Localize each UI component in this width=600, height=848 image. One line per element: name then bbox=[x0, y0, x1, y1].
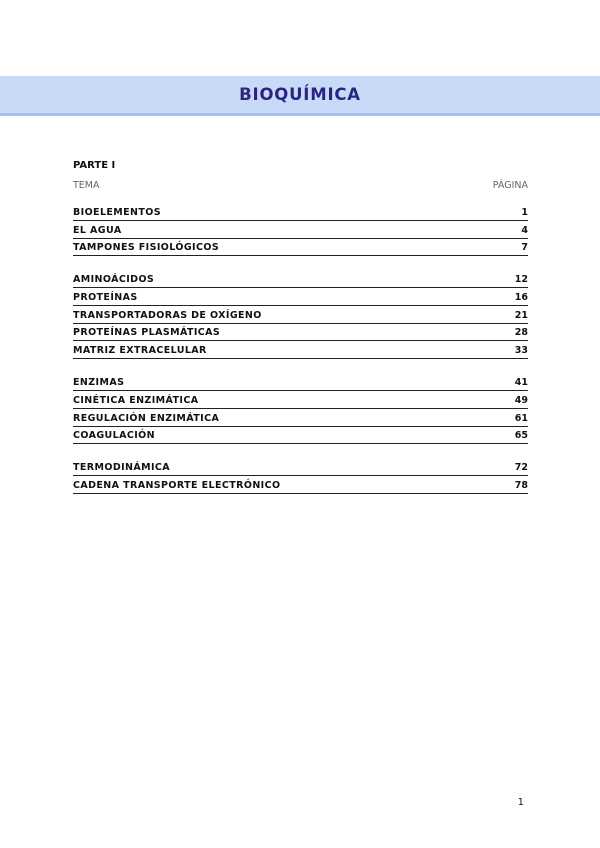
toc-entry-title: CADENA TRANSPORTE ELECTRÓNICO bbox=[73, 479, 281, 491]
document-title: BIOQUÍMICA bbox=[239, 85, 361, 104]
toc-entry-page: 78 bbox=[514, 479, 528, 491]
toc-entry-title: EL AGUA bbox=[73, 224, 122, 236]
toc-entry-page: 12 bbox=[514, 274, 528, 286]
toc-entry-page: 28 bbox=[514, 327, 528, 339]
toc-group-4 bbox=[73, 460, 528, 494]
title-banner bbox=[0, 76, 600, 116]
toc-entry-page: 4 bbox=[521, 224, 528, 236]
toc-entry-page: 16 bbox=[514, 292, 528, 304]
page-number: 1 bbox=[517, 797, 524, 808]
toc-entry-page: 1 bbox=[521, 207, 528, 218]
toc-entry-title: ENZIMAS bbox=[73, 377, 125, 389]
toc-entry-title: TAMPONES FISIOLÓGICOS bbox=[73, 242, 220, 254]
toc-entry-title: CINÉTICA ENZIMÁTICA bbox=[73, 394, 199, 406]
toc-link-transportadoras[interactable] bbox=[73, 308, 528, 324]
toc-link-enzimas[interactable] bbox=[73, 375, 528, 391]
toc-entry-page: 49 bbox=[514, 394, 528, 406]
table-of-contents bbox=[73, 159, 528, 510]
part-label: PARTE I bbox=[73, 160, 116, 171]
topic-column-header: TEMA bbox=[73, 180, 100, 191]
toc-entry-title: PROTEÍNAS bbox=[73, 292, 138, 304]
toc-entry-page: 65 bbox=[514, 430, 528, 442]
toc-entry-page: 21 bbox=[514, 309, 528, 321]
toc-link-termodinamica[interactable] bbox=[73, 460, 528, 476]
toc-entry-title: REGULACIÓN ENZIMÁTICA bbox=[73, 412, 220, 424]
toc-link-matriz[interactable] bbox=[73, 343, 528, 359]
toc-group-1 bbox=[73, 205, 528, 256]
toc-group-2 bbox=[73, 272, 528, 359]
toc-entry-page: 7 bbox=[521, 242, 528, 254]
toc-link-cadena-transporte[interactable] bbox=[73, 478, 528, 494]
toc-entry-page: 41 bbox=[514, 377, 528, 389]
toc-link-proteinas[interactable] bbox=[73, 290, 528, 306]
toc-entry-title: BIOELEMENTOS bbox=[73, 207, 161, 218]
toc-entry-page: 72 bbox=[514, 462, 528, 474]
toc-entry-title: COAGULACIÓN bbox=[73, 430, 155, 442]
toc-entry-title: PROTEÍNAS PLASMÁTICAS bbox=[73, 327, 221, 339]
toc-entry-title: TRANSPORTADORAS DE OXÍGENO bbox=[73, 309, 262, 321]
toc-entry-title: AMINOÁCIDOS bbox=[73, 274, 155, 286]
toc-entry-title: MATRIZ EXTRACELULAR bbox=[73, 345, 207, 357]
toc-group-3 bbox=[73, 375, 528, 444]
toc-entry-page: 33 bbox=[514, 345, 528, 357]
toc-column-headers bbox=[73, 179, 528, 193]
toc-link-aminoacidos[interactable] bbox=[73, 272, 528, 288]
toc-link-el-agua[interactable] bbox=[73, 223, 528, 239]
toc-entry-page: 61 bbox=[514, 412, 528, 424]
toc-link-tampones[interactable] bbox=[73, 240, 528, 256]
page-column-header: PÁGINA bbox=[492, 180, 528, 191]
toc-link-bioelementos[interactable] bbox=[73, 205, 528, 221]
toc-link-proteinas-plasmaticas[interactable] bbox=[73, 325, 528, 341]
toc-link-coagulacion[interactable] bbox=[73, 428, 528, 444]
toc-link-regulacion[interactable] bbox=[73, 411, 528, 427]
toc-link-cinetica[interactable] bbox=[73, 393, 528, 409]
toc-entry-title: TERMODINÁMICA bbox=[73, 462, 171, 474]
